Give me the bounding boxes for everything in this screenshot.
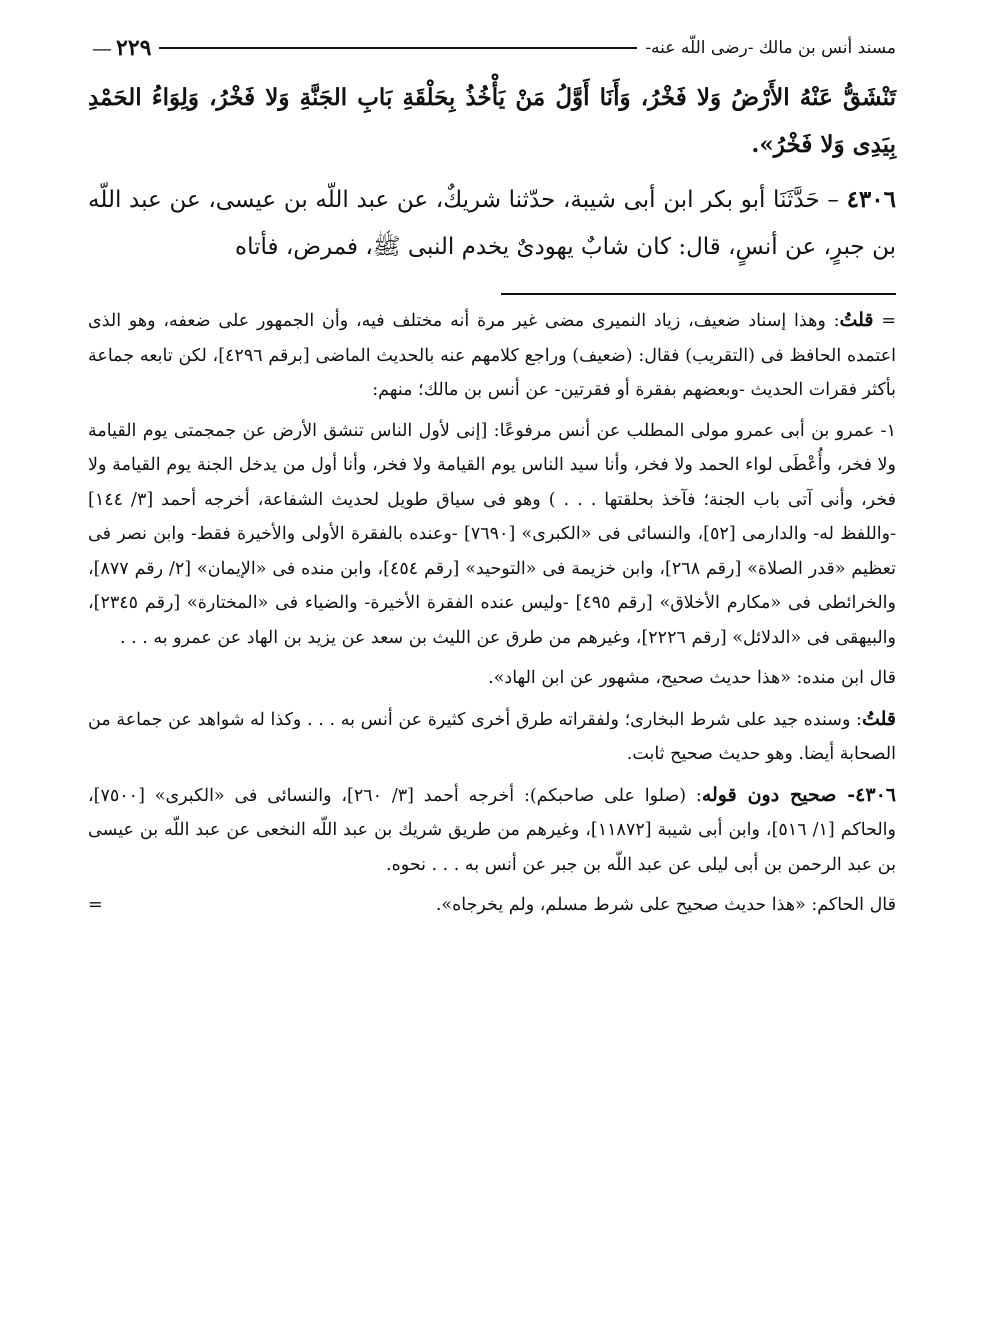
- footnote-paragraph: [88, 303, 896, 408]
- book-page: [88, 28, 896, 1319]
- header-dash: —: [92, 36, 112, 60]
- footnote-separator: [501, 293, 896, 295]
- page-number: ٢٢٩: [116, 35, 152, 61]
- book-title: مسند أنس بن مالك -رضى اللّه عنه-: [645, 38, 896, 58]
- footnote-keyword: ٤٣٠٦- صحيح دون قوله: [701, 783, 896, 806]
- footnote-text: قال الحاكم: «هذا حديث صحيح على شرط مسلم، ولم يخرجاه».: [435, 895, 896, 915]
- continuation-mark: =: [88, 895, 103, 915]
- footnote-paragraph: [88, 702, 896, 772]
- footnote-text: : وهذا إسناد ضعيف، زياد النميرى مضى غير مرة أنه مختلف فيه، وأن الجمهور على ضعفه، وهو الذى اعتمده الحافظ فى (التقريب) فقال: (ضعيف) وراجع كلامهم عنه بالحديث الماضى [برقم ٤٢٩٦]، لكن تابعه جماعة بأكثر فقرات الحديث -وبعضهم بفقرة أو فقرتين- عن أنس بن مالك؛ منهم:: [88, 311, 896, 400]
- footnote-keyword: قلتُ: [839, 309, 874, 331]
- continuation-mark: =: [873, 311, 896, 331]
- hadith-paragraph: [88, 176, 896, 271]
- footnote-text: : (صلوا على صاحبكم): أخرجه أحمد [٣/ ٢٦٠]، والنسائى فى «الكبرى» [٧٥٠٠]، والحاكم [١/ ٥١٦]، وابن أبى شيبة [١١٨٧٢]، وغيرهم من طريق شريك بن عبد اللّه النخعى عن عبد اللّه بن عيسى بن عبد الرحمن بن أبى ليلى عن عبد اللّه بن جبر عن أنس به . . . نحوه.: [88, 785, 896, 875]
- running-header: [88, 28, 896, 68]
- footnote-paragraph: [88, 778, 896, 883]
- hadith-continuation: تَنْشَقُّ عَنْهُ الأَرْضُ وَلا فَخْرُ، وَأَنَا أَوَّلُ مَنْ يَأْخُذُ بِحَلْقَةِ بَابِ الجَنَّةِ وَلا فَخْرُ، وَلِوَاءُ الحَمْدِ بِيَدِى وَلا فَخْرُ».: [88, 84, 896, 158]
- header-rule: [159, 47, 637, 49]
- footnote-text: : وسنده جيد على شرط البخارى؛ ولفقراته طرق أخرى كثيرة عن أنس به . . . وكذا له شواهد عن جماعة من الصحابة أيضا. وهو حديث صحيح ثابت.: [88, 709, 896, 764]
- footnote-text: قال ابن منده: «هذا حديث صحيح، مشهور عن ابن الهاد».: [488, 668, 896, 688]
- hadith-number: ٤٣٠٦: [846, 186, 896, 213]
- footnote-text: ١- عمرو بن أبى عمرو مولى المطلب عن أنس مرفوعًا: [إنى لأول الناس تنشق الأرض عن جمجمتى يوم القيامة ولا فخر، وأُعْطَى لواء الحمد ولا فخر، وأنا سيد الناس يوم القيامة ولا فخر، وأنا أول من يدخل الجنة يوم القيامة ولا فخر، وأنى آتى باب الجنة؛ فآخذ بحلقتها . . . ) وهو فى سياق طويل لحديث الشفاعة، أخرجه أحمد [٣/ ١٤٤] -واللفظ له- والدارمى [٥٢]، والنسائى فى «الكبرى» [٧٦٩٠] -وعنده بالفقرة الأولى والأخيرة فقط- وابن نصر فى تعظيم «قدر الصلاة» [رقم ٢٦٨]، وابن خزيمة فى «التوحيد» [رقم ٤٥٤]، وابن منده فى «الإيمان» [٢/ رقم ٨٧٧]، والخرائطى فى «مكارم الأخلاق» [رقم ٤٩٥] -وليس عنده الفقرة الأخيرة- والضياء فى «المختارة» [رقم ٢٣٤٥]، والبيهقى فى «الدلائل» [رقم ٢٢٢٦]، وغيرهم من طرق عن الليث بن سعد عن يزيد بن الهاد عن عمرو به . . .: [88, 420, 897, 648]
- footnote-paragraph: [88, 661, 896, 696]
- footnote-keyword: قلتُ: [861, 707, 896, 730]
- hadith-text: – حَدَّثَنَا أبو بكر ابن أبى شيبة، حدّثنا شريكٌ، عن عبد اللّه بن عيسى، عن عبد اللّه بن جبرٍ، عن أنسٍ، قال: كان شابٌ يهودىٌ يخدم النبى ﷺ، فمرض، فأتاه: [88, 187, 896, 260]
- footnote-paragraph: [88, 414, 896, 656]
- footnote-last-line: [88, 888, 896, 923]
